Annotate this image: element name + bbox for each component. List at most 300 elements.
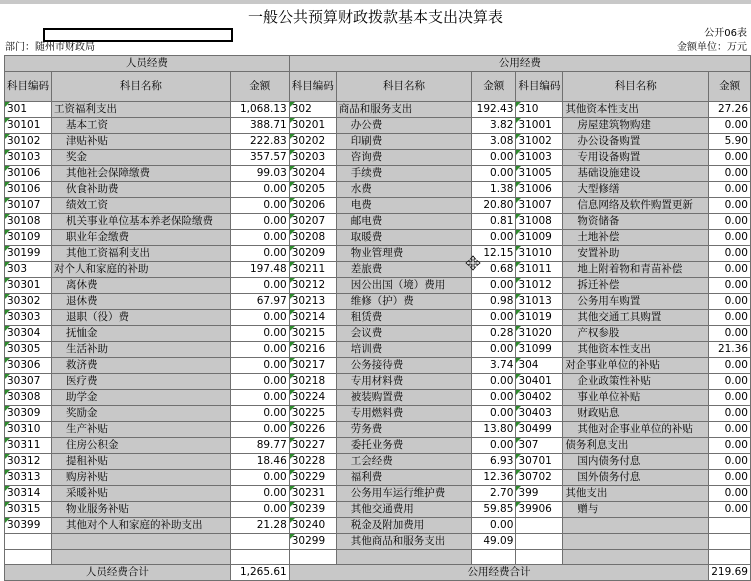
public-a-amount-cell[interactable]: 0.00 [472, 518, 516, 534]
table-row [5, 486, 751, 502]
public-a-name-cell[interactable]: 专用材料费 [336, 374, 471, 390]
public-a-name-cell[interactable]: 被装购置费 [336, 390, 471, 406]
public-b-name-cell[interactable]: 信息网络及软件购置更新 [563, 198, 709, 214]
public-b-name-cell[interactable]: 拆迁补偿 [563, 278, 709, 294]
table-row [5, 262, 751, 278]
public-b-name-cell[interactable]: 国内债务付息 [563, 454, 709, 470]
public-b-amount-cell[interactable]: 0.00 [709, 438, 751, 454]
personnel-code-cell[interactable]: 30106 [5, 166, 52, 182]
public-b-code-cell[interactable]: 30402 [516, 390, 563, 406]
table-row [5, 550, 751, 565]
personnel-amount-cell[interactable]: 388.71 [230, 118, 289, 134]
form-code: 公开06表 [704, 28, 747, 39]
personnel-amount-cell[interactable]: 0.00 [230, 182, 289, 198]
public-a-amount-cell[interactable]: 0.00 [472, 438, 516, 454]
personnel-code-cell[interactable]: 30304 [5, 326, 52, 342]
public-a-name-cell[interactable]: 水费 [336, 182, 471, 198]
public-b-name-cell[interactable]: 专用设备购置 [563, 150, 709, 166]
amount-column-header: 金额 [230, 72, 289, 102]
personnel-amount-cell[interactable]: 0.00 [230, 198, 289, 214]
personnel-name-cell[interactable]: 伙食补助费 [52, 182, 231, 198]
public-b-code-cell[interactable] [516, 534, 563, 550]
public-b-amount-cell[interactable]: 0.00 [709, 294, 751, 310]
personnel-name-cell[interactable]: 提租补贴 [52, 454, 231, 470]
public-a-amount-cell[interactable]: 0.00 [472, 278, 516, 294]
public-a-code-cell[interactable]: 30229 [289, 470, 336, 486]
personnel-amount-cell[interactable]: 0.00 [230, 230, 289, 246]
public-a-amount-cell[interactable]: 1.38 [472, 182, 516, 198]
public-a-name-cell[interactable]: 其他交通费用 [336, 502, 471, 518]
public-a-name-cell[interactable]: 会议费 [336, 326, 471, 342]
public-b-amount-cell[interactable]: 0.00 [709, 278, 751, 294]
personnel-code-cell[interactable]: 30199 [5, 246, 52, 262]
public-a-name-cell[interactable]: 邮电费 [336, 214, 471, 230]
public-b-code-cell[interactable]: 304 [516, 358, 563, 374]
public-a-name-cell[interactable]: 培训费 [336, 342, 471, 358]
personnel-code-cell[interactable]: 30301 [5, 278, 52, 294]
personnel-amount-cell[interactable]: 0.00 [230, 502, 289, 518]
public-a-code-cell[interactable]: 30202 [289, 134, 336, 150]
personnel-name-cell[interactable] [52, 534, 231, 550]
public-b-code-cell[interactable]: 31019 [516, 310, 563, 326]
public-a-amount-cell[interactable]: 0.28 [472, 326, 516, 342]
amount-column-header: 金额 [709, 72, 751, 102]
public-a-name-cell[interactable]: 办公费 [336, 118, 471, 134]
personnel-name-cell[interactable]: 基本工资 [52, 118, 231, 134]
public-a-amount-cell[interactable]: 0.00 [472, 310, 516, 326]
public-a-name-cell[interactable]: 咨询费 [336, 150, 471, 166]
public-b-code-cell[interactable]: 30701 [516, 454, 563, 470]
public-b-amount-cell[interactable] [709, 518, 751, 534]
public-a-amount-cell[interactable]: 12.36 [472, 470, 516, 486]
public-a-name-cell[interactable]: 维修（护）费 [336, 294, 471, 310]
public-b-code-cell[interactable]: 31005 [516, 166, 563, 182]
public-a-name-cell[interactable]: 因公出国（境）费用 [336, 278, 471, 294]
public-a-code-cell[interactable]: 30203 [289, 150, 336, 166]
public-a-amount-cell[interactable]: 0.00 [472, 374, 516, 390]
personnel-name-cell[interactable]: 其他对个人和家庭的补助支出 [52, 518, 231, 534]
table-row [5, 534, 751, 550]
public-a-amount-cell[interactable]: 0.98 [472, 294, 516, 310]
public-b-amount-cell[interactable]: 5.90 [709, 134, 751, 150]
public-b-amount-cell[interactable]: 0.00 [709, 406, 751, 422]
public-b-name-cell[interactable]: 财政贴息 [563, 406, 709, 422]
unit-label: 金额单位：万元 [677, 42, 747, 53]
code-column-header: 科目编码 [289, 72, 336, 102]
public-a-code-cell[interactable]: 30204 [289, 166, 336, 182]
public-b-amount-cell[interactable]: 0.00 [709, 198, 751, 214]
personnel-name-cell[interactable]: 工资福利支出 [52, 102, 231, 118]
public-b-amount-cell[interactable]: 27.26 [709, 102, 751, 118]
public-b-code-cell[interactable]: 31099 [516, 342, 563, 358]
public-a-name-cell[interactable]: 税金及附加费用 [336, 518, 471, 534]
personnel-amount-cell[interactable]: 1,068.13 [230, 102, 289, 118]
public-b-code-cell[interactable]: 31010 [516, 246, 563, 262]
personnel-amount-cell[interactable]: 197.48 [230, 262, 289, 278]
public-b-code-cell[interactable]: 31020 [516, 326, 563, 342]
table-row [5, 246, 751, 262]
personnel-total-label: 人员经费合计 [5, 565, 231, 581]
personnel-amount-cell[interactable]: 357.57 [230, 150, 289, 166]
public-a-amount-cell[interactable]: 49.09 [472, 534, 516, 550]
public-b-code-cell[interactable]: 31013 [516, 294, 563, 310]
personnel-amount-cell[interactable]: 67.97 [230, 294, 289, 310]
personnel-code-cell[interactable]: 30313 [5, 470, 52, 486]
public-a-code-cell[interactable]: 30239 [289, 502, 336, 518]
public-b-name-cell[interactable]: 国外债务付息 [563, 470, 709, 486]
public-b-amount-cell[interactable]: 0.00 [709, 230, 751, 246]
personnel-amount-cell[interactable]: 0.00 [230, 406, 289, 422]
public-a-amount-cell[interactable]: 192.43 [472, 102, 516, 118]
public-b-amount-cell[interactable]: 0.00 [709, 358, 751, 374]
public-a-code-cell[interactable]: 30231 [289, 486, 336, 502]
personnel-amount-cell[interactable]: 0.00 [230, 374, 289, 390]
personnel-amount-cell[interactable]: 0.00 [230, 310, 289, 326]
personnel-code-cell[interactable] [5, 534, 52, 550]
public-a-name-cell[interactable]: 委托业务费 [336, 438, 471, 454]
personnel-code-cell[interactable] [5, 550, 52, 565]
expenditure-table [4, 55, 751, 581]
personnel-amount-cell[interactable]: 0.00 [230, 486, 289, 502]
code-column-header: 科目编码 [516, 72, 563, 102]
public-a-code-cell[interactable]: 30205 [289, 182, 336, 198]
public-b-name-cell[interactable]: 赠与 [563, 502, 709, 518]
department-label: 部门：随州市财政局 [5, 42, 95, 53]
public-a-amount-cell[interactable]: 12.15 [472, 246, 516, 262]
public-b-amount-cell[interactable] [709, 550, 751, 565]
personnel-amount-cell[interactable]: 18.46 [230, 454, 289, 470]
table-row [5, 278, 751, 294]
public-a-amount-cell[interactable]: 3.08 [472, 134, 516, 150]
public-a-name-cell[interactable]: 差旅费 [336, 262, 471, 278]
personnel-name-cell[interactable]: 职业年金缴费 [52, 230, 231, 246]
public-b-name-cell[interactable]: 其他对企事业单位的补贴 [563, 422, 709, 438]
personnel-code-cell[interactable]: 30302 [5, 294, 52, 310]
personnel-name-cell[interactable]: 生产补贴 [52, 422, 231, 438]
public-b-name-cell[interactable]: 对企事业单位的补贴 [563, 358, 709, 374]
personnel-code-cell[interactable]: 30309 [5, 406, 52, 422]
public-a-amount-cell[interactable]: 0.00 [472, 230, 516, 246]
public-a-code-cell[interactable]: 30215 [289, 326, 336, 342]
public-b-code-cell[interactable]: 307 [516, 438, 563, 454]
page-title: 一般公共预算财政拨款基本支出决算表 [247, 8, 503, 26]
personnel-code-cell[interactable]: 30307 [5, 374, 52, 390]
public-a-code-cell[interactable]: 30212 [289, 278, 336, 294]
table-row [5, 438, 751, 454]
public-a-code-cell[interactable]: 30208 [289, 230, 336, 246]
public-a-amount-cell[interactable]: 13.80 [472, 422, 516, 438]
table-row [5, 326, 751, 342]
public-b-amount-cell[interactable] [709, 534, 751, 550]
personnel-code-cell[interactable]: 30303 [5, 310, 52, 326]
public-b-amount-cell[interactable]: 0.00 [709, 262, 751, 278]
personnel-name-cell[interactable]: 机关事业单位基本养老保险缴费 [52, 214, 231, 230]
public-a-name-cell[interactable]: 印刷费 [336, 134, 471, 150]
personnel-name-cell[interactable] [52, 550, 231, 565]
public-a-code-cell[interactable]: 30217 [289, 358, 336, 374]
personnel-name-cell[interactable]: 助学金 [52, 390, 231, 406]
public-a-amount-cell[interactable]: 0.00 [472, 342, 516, 358]
personnel-code-cell[interactable]: 30106 [5, 182, 52, 198]
personnel-code-cell[interactable]: 30102 [5, 134, 52, 150]
public-b-code-cell[interactable]: 310 [516, 102, 563, 118]
table-row [5, 166, 751, 182]
public-b-name-cell[interactable]: 事业单位补贴 [563, 390, 709, 406]
public-b-amount-cell[interactable]: 0.00 [709, 118, 751, 134]
table-row [5, 198, 751, 214]
personnel-amount-cell[interactable]: 0.00 [230, 278, 289, 294]
public-a-name-cell[interactable]: 商品和服务支出 [336, 102, 471, 118]
personnel-name-cell[interactable]: 购房补贴 [52, 470, 231, 486]
table-row [5, 502, 751, 518]
public-a-amount-cell[interactable]: 3.74 [472, 358, 516, 374]
personnel-code-cell[interactable]: 30109 [5, 230, 52, 246]
public-b-name-cell[interactable]: 公务用车购置 [563, 294, 709, 310]
personnel-code-cell[interactable]: 303 [5, 262, 52, 278]
public-b-amount-cell[interactable]: 0.00 [709, 422, 751, 438]
personnel-name-cell[interactable]: 采暖补贴 [52, 486, 231, 502]
public-a-code-cell[interactable]: 30209 [289, 246, 336, 262]
public-b-code-cell[interactable]: 31009 [516, 230, 563, 246]
public-b-amount-cell[interactable]: 0.00 [709, 310, 751, 326]
public-a-name-cell[interactable]: 其他商品和服务支出 [336, 534, 471, 550]
table-row [5, 230, 751, 246]
table-row [5, 406, 751, 422]
public-b-code-cell[interactable]: 30499 [516, 422, 563, 438]
public-b-name-cell[interactable]: 地上附着物和青苗补偿 [563, 262, 709, 278]
public-a-code-cell[interactable]: 30228 [289, 454, 336, 470]
personnel-amount-cell[interactable]: 0.00 [230, 342, 289, 358]
public-a-amount-cell[interactable]: 59.85 [472, 502, 516, 518]
public-a-name-cell[interactable]: 工会经费 [336, 454, 471, 470]
public-a-code-cell[interactable] [289, 550, 336, 565]
table-row [5, 150, 751, 166]
public-a-code-cell[interactable]: 30299 [289, 534, 336, 550]
public-b-name-cell[interactable]: 大型修缮 [563, 182, 709, 198]
public-b-name-cell[interactable]: 其他交通工具购置 [563, 310, 709, 326]
personnel-amount-cell[interactable]: 222.83 [230, 134, 289, 150]
public-a-name-cell[interactable]: 取暖费 [336, 230, 471, 246]
personnel-amount-cell[interactable]: 0.00 [230, 470, 289, 486]
public-a-amount-cell[interactable]: 0.81 [472, 214, 516, 230]
public-a-name-cell[interactable]: 电费 [336, 198, 471, 214]
personnel-code-cell[interactable]: 30314 [5, 486, 52, 502]
personnel-code-cell[interactable]: 301 [5, 102, 52, 118]
personnel-amount-cell[interactable] [230, 550, 289, 565]
personnel-code-cell[interactable]: 30306 [5, 358, 52, 374]
selected-cell[interactable] [43, 28, 233, 42]
personnel-name-cell[interactable]: 津贴补贴 [52, 134, 231, 150]
public-a-code-cell[interactable]: 30240 [289, 518, 336, 534]
public-b-code-cell[interactable]: 31007 [516, 198, 563, 214]
personnel-name-cell[interactable]: 对个人和家庭的补助 [52, 262, 231, 278]
personnel-amount-cell[interactable] [230, 534, 289, 550]
public-a-code-cell[interactable]: 30206 [289, 198, 336, 214]
public-a-amount-cell[interactable]: 0.00 [472, 166, 516, 182]
personnel-amount-cell[interactable]: 0.00 [230, 246, 289, 262]
public-b-amount-cell[interactable]: 0.00 [709, 502, 751, 518]
public-a-code-cell[interactable]: 30207 [289, 214, 336, 230]
name-column-header: 科目名称 [563, 72, 709, 102]
personnel-amount-cell[interactable]: 99.03 [230, 166, 289, 182]
public-a-amount-cell[interactable] [472, 550, 516, 565]
public-b-code-cell[interactable]: 39906 [516, 502, 563, 518]
personnel-name-cell[interactable]: 医疗费 [52, 374, 231, 390]
personnel-name-cell[interactable]: 奖金 [52, 150, 231, 166]
public-b-name-cell[interactable]: 其他资本性支出 [563, 102, 709, 118]
public-b-code-cell[interactable]: 30403 [516, 406, 563, 422]
public-a-name-cell[interactable]: 劳务费 [336, 422, 471, 438]
table-row [5, 374, 751, 390]
public-a-amount-cell[interactable]: 0.00 [472, 406, 516, 422]
public-b-amount-cell[interactable]: 0.00 [709, 326, 751, 342]
public-b-code-cell[interactable] [516, 550, 563, 565]
personnel-code-cell[interactable]: 30315 [5, 502, 52, 518]
name-column-header: 科目名称 [336, 72, 471, 102]
public-b-code-cell[interactable]: 30401 [516, 374, 563, 390]
public-b-name-cell[interactable]: 产权参股 [563, 326, 709, 342]
public-b-amount-cell[interactable]: 0.00 [709, 166, 751, 182]
personnel-name-cell[interactable]: 绩效工资 [52, 198, 231, 214]
public-a-name-cell[interactable]: 手续费 [336, 166, 471, 182]
public-a-name-cell[interactable]: 福利费 [336, 470, 471, 486]
public-b-amount-cell[interactable]: 0.00 [709, 246, 751, 262]
personnel-name-cell[interactable]: 生活补助 [52, 342, 231, 358]
public-a-code-cell[interactable]: 30225 [289, 406, 336, 422]
public-b-name-cell[interactable]: 物资储备 [563, 214, 709, 230]
personnel-code-cell[interactable]: 30305 [5, 342, 52, 358]
public-a-name-cell[interactable]: 专用燃料费 [336, 406, 471, 422]
public-b-amount-cell[interactable]: 0.00 [709, 470, 751, 486]
public-a-amount-cell[interactable]: 3.82 [472, 118, 516, 134]
public-b-amount-cell[interactable]: 21.36 [709, 342, 751, 358]
public-b-code-cell[interactable] [516, 518, 563, 534]
personnel-amount-cell[interactable]: 0.00 [230, 390, 289, 406]
public-b-code-cell[interactable]: 31001 [516, 118, 563, 134]
public-b-code-cell[interactable]: 30702 [516, 470, 563, 486]
public-a-name-cell[interactable] [336, 550, 471, 565]
public-a-name-cell[interactable]: 公务用车运行维护费 [336, 486, 471, 502]
code-column-header: 科目编码 [5, 72, 52, 102]
public-b-amount-cell[interactable]: 0.00 [709, 214, 751, 230]
public-a-amount-cell[interactable]: 20.80 [472, 198, 516, 214]
personnel-amount-cell[interactable]: 21.28 [230, 518, 289, 534]
public-b-code-cell[interactable]: 31011 [516, 262, 563, 278]
public-b-amount-cell[interactable]: 0.00 [709, 390, 751, 406]
public-total-amount[interactable]: 219.69 [709, 565, 751, 581]
public-a-amount-cell[interactable]: 0.00 [472, 150, 516, 166]
public-a-code-cell[interactable]: 30213 [289, 294, 336, 310]
public-b-amount-cell[interactable]: 0.00 [709, 182, 751, 198]
personnel-code-cell[interactable]: 30399 [5, 518, 52, 534]
personnel-code-cell[interactable]: 30311 [5, 438, 52, 454]
personnel-name-cell[interactable]: 物业服务补贴 [52, 502, 231, 518]
personnel-code-cell[interactable]: 30103 [5, 150, 52, 166]
public-b-name-cell[interactable]: 基础设施建设 [563, 166, 709, 182]
personnel-name-cell[interactable]: 奖励金 [52, 406, 231, 422]
public-b-name-cell[interactable]: 企业政策性补贴 [563, 374, 709, 390]
public-section-header: 公用经费 [289, 56, 750, 72]
public-b-name-cell[interactable]: 其他资本性支出 [563, 342, 709, 358]
personnel-amount-cell[interactable]: 0.00 [230, 422, 289, 438]
personnel-code-cell[interactable]: 30308 [5, 390, 52, 406]
personnel-name-cell[interactable]: 其他工资福利支出 [52, 246, 231, 262]
public-a-amount-cell[interactable]: 0.00 [472, 390, 516, 406]
public-b-name-cell[interactable] [563, 518, 709, 534]
personnel-amount-cell[interactable]: 89.77 [230, 438, 289, 454]
personnel-code-cell[interactable]: 30107 [5, 198, 52, 214]
personnel-code-cell[interactable]: 30101 [5, 118, 52, 134]
public-b-name-cell[interactable]: 房屋建筑物购建 [563, 118, 709, 134]
public-b-amount-cell[interactable]: 0.00 [709, 454, 751, 470]
public-b-code-cell[interactable]: 31012 [516, 278, 563, 294]
personnel-amount-cell[interactable]: 0.00 [230, 326, 289, 342]
public-a-name-cell[interactable]: 物业管理费 [336, 246, 471, 262]
public-b-name-cell[interactable]: 土地补偿 [563, 230, 709, 246]
personnel-name-cell[interactable]: 退休费 [52, 294, 231, 310]
public-a-name-cell[interactable]: 租赁费 [336, 310, 471, 326]
personnel-code-cell[interactable]: 30310 [5, 422, 52, 438]
public-b-name-cell[interactable] [563, 550, 709, 565]
move-cursor-icon [466, 256, 480, 270]
public-b-name-cell[interactable] [563, 534, 709, 550]
public-a-code-cell[interactable]: 30227 [289, 438, 336, 454]
personnel-code-cell[interactable]: 30312 [5, 454, 52, 470]
public-a-amount-cell[interactable]: 6.93 [472, 454, 516, 470]
personnel-name-cell[interactable]: 其他社会保障缴费 [52, 166, 231, 182]
public-b-amount-cell[interactable]: 0.00 [709, 374, 751, 390]
public-b-name-cell[interactable]: 办公设备购置 [563, 134, 709, 150]
table-row [5, 358, 751, 374]
public-b-code-cell[interactable]: 31002 [516, 134, 563, 150]
public-a-code-cell[interactable]: 30201 [289, 118, 336, 134]
public-b-code-cell[interactable]: 399 [516, 486, 563, 502]
personnel-name-cell[interactable]: 救济费 [52, 358, 231, 374]
public-a-code-cell[interactable]: 302 [289, 102, 336, 118]
personnel-total-amount[interactable]: 1,265.61 [230, 565, 289, 581]
public-b-amount-cell[interactable]: 0.00 [709, 486, 751, 502]
public-a-code-cell[interactable]: 30214 [289, 310, 336, 326]
table-row [5, 182, 751, 198]
personnel-amount-cell[interactable]: 0.00 [230, 214, 289, 230]
personnel-code-cell[interactable]: 30108 [5, 214, 52, 230]
public-b-code-cell[interactable]: 31003 [516, 150, 563, 166]
public-a-code-cell[interactable]: 30224 [289, 390, 336, 406]
table-row [5, 470, 751, 486]
public-b-name-cell[interactable]: 债务利息支出 [563, 438, 709, 454]
personnel-name-cell[interactable]: 退职（役）费 [52, 310, 231, 326]
public-b-amount-cell[interactable]: 0.00 [709, 150, 751, 166]
personnel-name-cell[interactable]: 离休费 [52, 278, 231, 294]
personnel-name-cell[interactable]: 住房公积金 [52, 438, 231, 454]
public-a-amount-cell[interactable]: 2.70 [472, 486, 516, 502]
personnel-name-cell[interactable]: 抚恤金 [52, 326, 231, 342]
public-b-name-cell[interactable]: 安置补助 [563, 246, 709, 262]
public-a-amount-cell[interactable]: 0.68 [472, 262, 516, 278]
public-total-label: 公用经费合计 [289, 565, 708, 581]
public-a-code-cell[interactable]: 30226 [289, 422, 336, 438]
table-row [5, 422, 751, 438]
public-a-code-cell[interactable]: 30216 [289, 342, 336, 358]
personnel-amount-cell[interactable]: 0.00 [230, 358, 289, 374]
public-a-name-cell[interactable]: 公务接待费 [336, 358, 471, 374]
table-row [5, 342, 751, 358]
public-b-name-cell[interactable]: 其他支出 [563, 486, 709, 502]
public-a-code-cell[interactable]: 30211 [289, 262, 336, 278]
public-b-code-cell[interactable]: 31006 [516, 182, 563, 198]
public-b-code-cell[interactable]: 31008 [516, 214, 563, 230]
public-a-code-cell[interactable]: 30218 [289, 374, 336, 390]
